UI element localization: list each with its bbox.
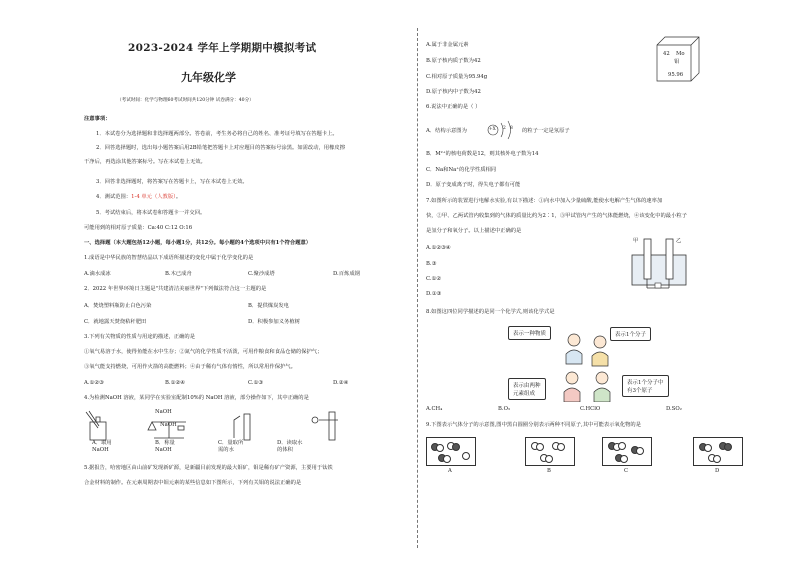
q3-line: ①氧气易溶于水，使得鱼能在水中生存；②氮气的化学性质不活泼，可用作粮食和食品仓储的保护气； <box>84 349 323 355</box>
molecule-box-d <box>693 437 743 466</box>
speech-bubble <box>508 378 546 400</box>
note-item: 2．回答选择题时，选出每小题答案后用2B铅笔把答题卡上对应题目的答案标号涂黑。如需改动，用橡皮擦 <box>96 145 345 151</box>
caption-line: 的体积 <box>277 446 293 453</box>
q1-option-b: B.木已成舟 <box>165 271 192 277</box>
q5-line: 5.据报告，哈密地区由山前矿发现新矿源，是新疆目前发现的最大钼矿，钼是稀有矿产资源，主要用于钛铁 <box>84 465 333 471</box>
atom-light <box>713 455 721 463</box>
atom-shell-2: 8 <box>510 126 513 131</box>
atom-light <box>636 447 644 455</box>
molecule-box-b <box>525 437 575 466</box>
q8-stem: 8.如图这四位同学描述的是同一个化学式,则该化学式是 <box>426 309 555 315</box>
element-mass: 95.96 <box>668 72 684 78</box>
exam-subtitle: 九年级化学 <box>181 71 236 84</box>
atom-shell-1: 2 <box>503 126 506 131</box>
q8-option-c: C.HClO <box>580 406 601 412</box>
q4-stem: 4.为检测NaOH 溶液，某同学在实验室配制10%的 NaOH 溶液，部分操作如下，其中正确的是 <box>84 395 309 401</box>
q8-option-a: A.CH₄ <box>426 406 443 412</box>
caption-line: NaOH <box>155 446 172 453</box>
q6-option-a <box>426 128 467 135</box>
tube-b-label: 乙 <box>676 238 682 244</box>
atom-light <box>536 443 544 451</box>
bubble-line: 元素组成 <box>513 391 536 397</box>
tube-a-label: 甲 <box>633 238 639 244</box>
caption-line: D．读取水 <box>277 440 303 446</box>
q2-option-a: A．焚烧塑料瓶防止白色污染 <box>84 303 152 309</box>
q3-option-b: B.①②④ <box>165 380 185 386</box>
q8-option-b: B.O₃ <box>498 406 511 412</box>
q7-line: 是氢分子和氧分子。以上描述中正确的是 <box>426 228 522 234</box>
beaker-icon <box>86 411 106 440</box>
exam-info: （考试时间：化学与物理60考试时间共120分钟 试卷满分：40分） <box>117 98 254 103</box>
q4-naoh-label: NaOH <box>155 409 172 415</box>
note-item: 干净后，再选涂其他答案标号。写在本试卷上无效。 <box>84 159 206 165</box>
q2-stem: 2．2022 年世界环境日主题是"共建清洁美丽世界"下列做法符合这一主题的是 <box>84 286 267 292</box>
q9-label-a: A <box>448 468 452 474</box>
note-item: 5．考试结束后，将本试卷和答题卡一并交回。 <box>96 210 206 216</box>
q3-stem: 3.下列有关物质的性质与用途的描述，正确的是 <box>84 334 195 340</box>
q9-label-d: D <box>715 468 720 474</box>
note-item: 3．回答非选择题时，将答案写在答题卡上，写在本试卷上无效。 <box>96 179 248 185</box>
q3-option-d: D.②④ <box>333 380 349 386</box>
q4-caption-c <box>218 440 243 453</box>
q3-option-a: A.①②③ <box>84 380 104 386</box>
q5-option-a: A.属于非金属元素 <box>426 42 469 48</box>
q3-line: ③氧气能支持燃烧，可用作火箭的高能燃料；④由于稀有气体有惰性，所以常用作保护气。 <box>84 364 296 370</box>
speech-bubble: 表示一种物质 <box>508 326 551 340</box>
caption-line: B．称量 <box>155 440 175 446</box>
caption-line: A．取用 <box>92 440 112 446</box>
element-number: 42 <box>663 51 670 57</box>
q5-option-c: C.相对原子质量为95.94g <box>426 74 488 80</box>
student-icon <box>592 336 608 366</box>
section-heading: 一、选择题（本大题包括12小题，每小题1分，共12分。每小题的4个选项中只有1个符合题意） <box>84 240 312 246</box>
test-range: 1-4 单元（人教版） <box>131 194 176 200</box>
element-symbol: Mo <box>676 51 685 57</box>
q4-caption-a <box>92 440 112 453</box>
q1-option-a: A.滴水成冰 <box>84 271 111 277</box>
q7-option-d: D.①③ <box>426 291 442 297</box>
bubble-line: 有3个原子 <box>627 388 653 394</box>
q9-label-c: C <box>624 468 629 474</box>
student-icon <box>566 334 582 364</box>
atom-dark <box>724 443 732 451</box>
q6-option-b: B．M²⁺的核电荷数是12，则其核外电子数为14 <box>426 151 539 157</box>
atom-light <box>557 443 565 451</box>
atom-light <box>443 455 451 463</box>
q5-option-d: D.原子核内中子数为42 <box>426 89 481 95</box>
q6-option-a-text: A．结构示意图为 <box>426 128 467 134</box>
exam-title: 2023-2024 学年上学期期中模拟考试 <box>128 42 317 54</box>
q7-option-c: C.①② <box>426 276 442 282</box>
bubble-line: 表示1个分子中 <box>627 380 664 386</box>
atom-light <box>462 452 470 460</box>
atom-dark <box>452 443 460 451</box>
atom-light <box>545 455 553 463</box>
q7-line: 快，②甲、乙两试管内收集到的气体的质量比约为2∶1，③甲试管内产生的气体能燃烧，④该变化中的最小粒子 <box>426 213 687 219</box>
q7-line: 7.如图所示的装置进行电解水实验,有以下描述：①向水中加入少量硫酸,能使水电解产生气体的速率加 <box>426 198 663 204</box>
student-icon <box>564 372 580 402</box>
q3-option-c: C.①③ <box>248 380 264 386</box>
q6-option-d: D．原子变成离子时，得失电子都有可能 <box>426 182 521 188</box>
q9-label-b: B <box>547 468 551 474</box>
q2-option-c: C．就地露天焚烧秸秆肥田 <box>84 319 147 325</box>
student-icon <box>594 372 610 402</box>
q2-option-b: B．提供煤炭发电 <box>248 303 289 309</box>
note-item-4-suffix: 。 <box>175 194 182 200</box>
element-name: 钼 <box>674 59 680 65</box>
students-figure <box>560 330 616 402</box>
q4-caption-b <box>155 440 175 453</box>
measuring-cylinder-icon <box>312 412 338 440</box>
q1-option-d: D.百炼成钢 <box>333 271 360 277</box>
q7-option-b: B.③ <box>426 261 437 267</box>
q6-stem: 6.说法中正确的是（ ） <box>426 104 481 110</box>
atomic-masses: 可能用到的相对原子质量：Ca:40 C:12 O:16 <box>84 225 193 231</box>
q5-line: 合金材料的制作。在元素周期表中钼元素的某些信息如下图所示，下列有关钼的说法正确的是 <box>84 480 302 486</box>
note-item: 1．本试卷分为选择题和非选择题两部分。答卷前，考生务必将自己的姓名、准考证号填写在答题卡上。 <box>96 131 338 137</box>
q2-option-d: D．积极参加义务植树 <box>248 319 300 325</box>
q9-stem: 9.下图表示气体分子的示意图,图中黑白圆圈分别表示两种不同原子,其中可能表示氧化物的是 <box>426 422 642 428</box>
q7-option-a: A.①②③④ <box>426 245 451 251</box>
speech-bubble <box>622 375 669 397</box>
atom-light <box>436 444 444 452</box>
note-item-4-prefix: 4．测试范围： <box>96 194 132 200</box>
cylinder-icon <box>234 414 250 440</box>
notes-heading: 注意事项： <box>84 116 111 122</box>
q6-option-c: C．Na和Na⁺的化学性质相同 <box>426 167 497 173</box>
bubble-line: 表示由两种 <box>513 383 541 389</box>
atom-light <box>618 442 626 450</box>
q4-naoh-label: NaOH <box>160 422 177 428</box>
q5-option-b: B.原子核内质子数为42 <box>426 58 481 64</box>
atom-light <box>704 444 712 452</box>
caption-line: C．量取所 <box>218 440 244 446</box>
atom-nucleus: +X <box>489 127 496 132</box>
note-item-4 <box>96 194 181 201</box>
molecule-box-a <box>426 437 476 466</box>
molecule-box-c <box>602 437 652 466</box>
caption-line: NaOH <box>92 446 109 453</box>
column-divider <box>417 28 418 548</box>
q8-option-d: D.SO₂ <box>666 406 682 412</box>
q4-caption-d <box>277 440 302 453</box>
caption-line: 需的水 <box>218 446 234 453</box>
q1-option-c: C.聚沙成塔 <box>248 271 275 277</box>
q6-option-a-tail: 的粒子一定是氖原子 <box>522 128 570 134</box>
atom-light <box>620 455 628 463</box>
speech-bubble: 表示1个分子 <box>610 327 651 341</box>
q1-stem: 1.成语是中华民族的智慧结晶以下成语所描述的变化中属于化学变化的是 <box>84 255 254 261</box>
